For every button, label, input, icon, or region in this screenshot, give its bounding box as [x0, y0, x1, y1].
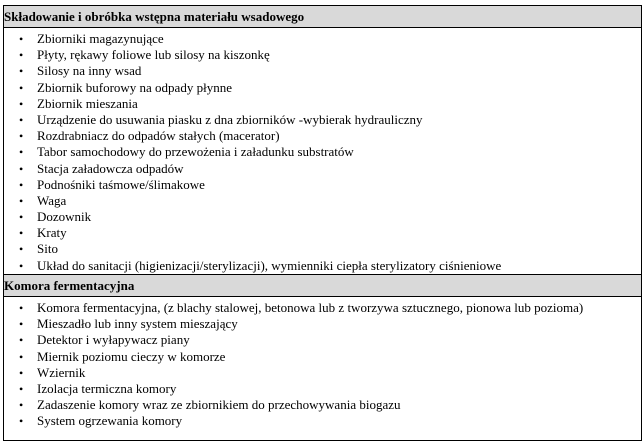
bullet-icon: •	[19, 96, 24, 111]
bullet-icon: •	[19, 365, 24, 380]
list-item-label: System ogrzewania komory	[37, 413, 183, 429]
list-item-label: Zbiorniki magazynujące	[37, 31, 164, 46]
list-item	[4, 381, 641, 397]
list-item	[4, 31, 641, 47]
list-item	[4, 209, 641, 225]
bullet-icon: •	[19, 398, 24, 413]
list-item-label: Rozdrabniacz do odpadów stałych (macerator)	[37, 128, 280, 144]
bullet-icon: •	[19, 129, 24, 144]
list-item-label: Silosy na inny wsad	[37, 63, 142, 79]
bullet-icon: •	[19, 112, 24, 127]
bullet-icon: •	[19, 301, 24, 315]
list-item-label: Mieszadło lub inny system mieszający	[37, 316, 238, 332]
list-item-label: Komora fermentacyjna, (z blachy stalowej, betonowa lub z tworzywa sztucznego, pionowa lub pozioma)	[37, 300, 584, 315]
section-body-storage	[4, 28, 642, 275]
list-item-label: Stacja załadowcza odpadów	[37, 160, 184, 176]
section-title-fermentation: Komora fermentacyjna	[4, 275, 642, 297]
bullet-icon: •	[19, 317, 24, 332]
list-item-label: Zadaszenie komory wraz ze zbiornikiem do przechowywania biogazu	[37, 397, 401, 413]
list-item	[4, 365, 641, 381]
list-item-label: Układ do sanitacji (higienizacji/sterylizacji), wymienniki ciepła sterylizatory ciśnieniowe	[37, 257, 502, 273]
bullet-icon: •	[19, 242, 24, 257]
bullet-icon: •	[19, 381, 24, 396]
list-item-label: Izolacja termiczna komory	[37, 380, 177, 396]
bullet-icon: •	[19, 161, 24, 176]
list-item-label: Podnośniki taśmowe/ślimakowe	[37, 176, 205, 192]
bullet-icon: •	[19, 210, 24, 225]
list-item	[4, 397, 641, 413]
list-item	[4, 316, 641, 332]
list-item	[4, 241, 641, 257]
list-item	[4, 80, 641, 96]
section-header-storage	[4, 6, 642, 28]
list-item-label: Waga	[37, 192, 67, 208]
list-item	[4, 413, 641, 429]
list-item-label: Płyty, rękawy foliowe lub silosy na kiszonkę	[37, 47, 270, 63]
list-item	[4, 193, 641, 209]
list-item-label: Tabor samochodowy do przewożenia i załadunku substratów	[37, 144, 354, 160]
bullet-icon: •	[19, 177, 24, 192]
list-item	[4, 177, 641, 193]
bullet-icon: •	[19, 333, 24, 348]
list-item	[4, 144, 641, 160]
bullet-icon: •	[19, 414, 24, 429]
list-item	[4, 96, 641, 112]
bullet-icon: •	[19, 258, 24, 273]
bullet-icon: •	[19, 32, 24, 46]
section-title-storage: Składowanie i obróbka wstępna materiału wsadowego	[4, 6, 642, 28]
bullet-icon: •	[19, 48, 24, 63]
list-item-label: Wziernik	[37, 364, 86, 380]
list-item-label: Detektor i wyłapywacz piany	[37, 332, 190, 348]
equipment-table	[3, 5, 642, 441]
list-item	[4, 128, 641, 144]
list-item	[4, 161, 641, 177]
list-item-label: Zbiornik mieszania	[37, 95, 138, 111]
bullet-icon: •	[19, 193, 24, 208]
list-item	[4, 225, 641, 241]
list-item	[4, 300, 641, 316]
list-item	[4, 332, 641, 348]
list-item	[4, 47, 641, 63]
bullet-icon: •	[19, 145, 24, 160]
bullet-icon: •	[19, 349, 24, 364]
item-list-storage	[4, 28, 641, 274]
bullet-icon: •	[19, 80, 24, 95]
list-item-label: Kraty	[37, 225, 67, 241]
list-item-label: Urządzenie do usuwania piasku z dna zbiorników -wybierak hydrauliczny	[37, 111, 423, 127]
item-list-fermentation	[4, 297, 641, 440]
list-item-label: Dozownik	[37, 209, 92, 225]
list-item	[4, 63, 641, 79]
section-body-fermentation	[4, 297, 642, 441]
list-item-label: Miernik poziomu cieczy w komorze	[37, 348, 226, 364]
list-item	[4, 349, 641, 365]
bullet-icon: •	[19, 226, 24, 241]
list-item	[4, 258, 641, 274]
section-header-fermentation	[4, 275, 642, 297]
list-item	[4, 112, 641, 128]
list-item-label: Zbiornik buforowy na odpady płynne	[37, 79, 232, 95]
bullet-icon: •	[19, 64, 24, 79]
list-item-label: Sito	[37, 241, 58, 257]
